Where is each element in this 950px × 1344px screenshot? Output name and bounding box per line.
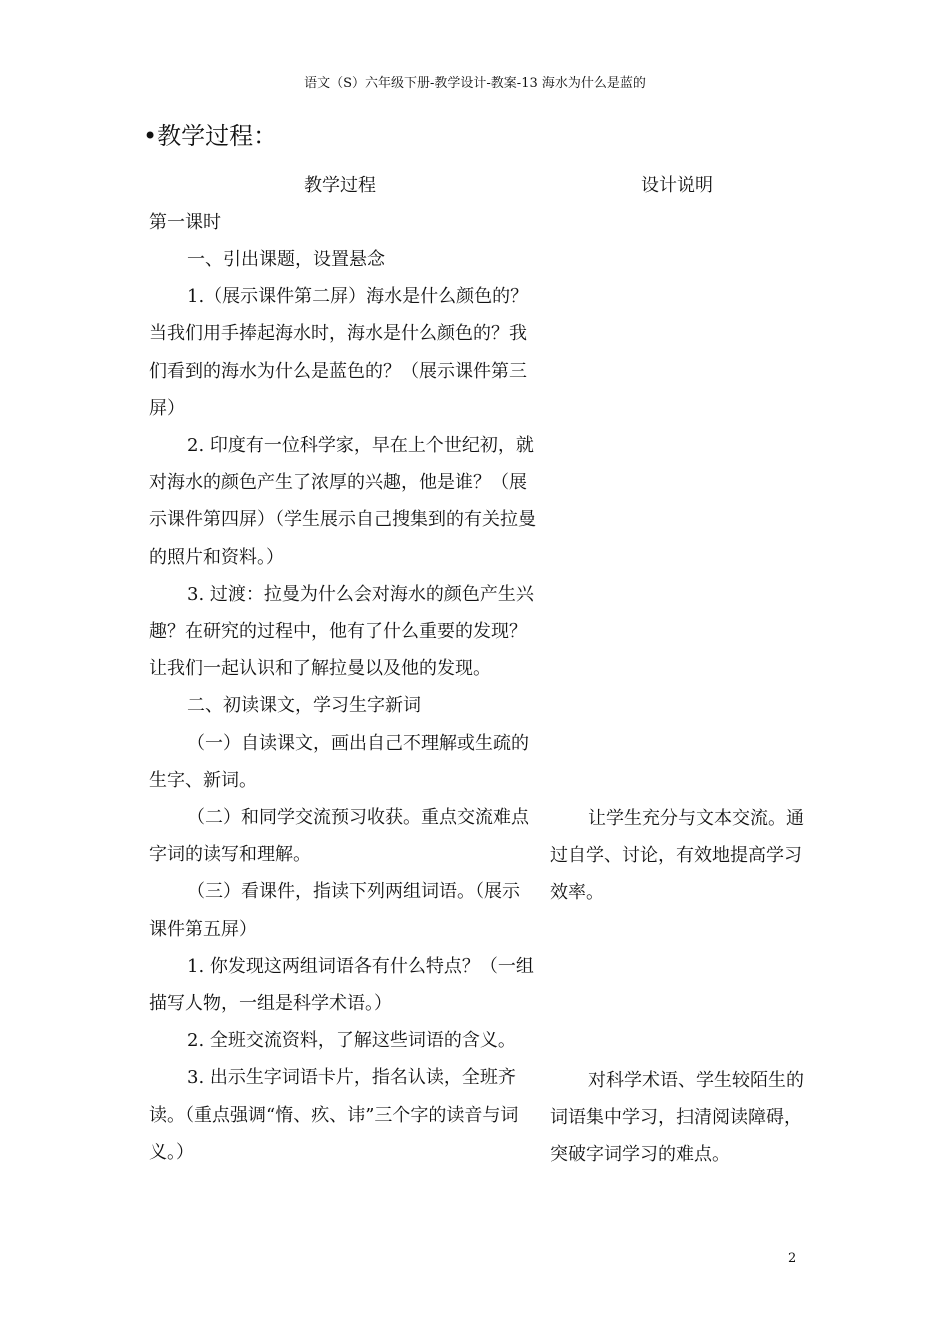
paragraph: 1.（展示课件第二屏）海水是什么颜色的？当我们用手捧起海水时，海水是什么颜色的？我们看到的海水为什么是蓝色的？（展示课件第三屏） — [149, 286, 529, 419]
paragraph: （二）和同学交流预习收获。重点交流难点字词的读写和理解。 — [149, 807, 529, 866]
page-header: 语文（S）六年级下册-教学设计-教案-13 海水为什么是蓝的 — [304, 76, 646, 91]
paragraph: 3. 出示生字词语卡片，指名认读，全班齐读。（重点强调“惰、疚、讳”三个字的读音与词义。） — [149, 1067, 519, 1163]
column-header-process: 教学过程 — [304, 175, 376, 196]
lesson-label — [149, 204, 537, 241]
paragraph: 让学生充分与文本交流。通过自学、讨论，有效地提高学习效率。 — [550, 808, 804, 904]
paragraph: 二、初读课文，学习生字新词 — [187, 695, 421, 717]
paragraph: （三）看课件，指读下列两组词语。（展示课件第五屏） — [149, 881, 520, 940]
paragraph: 2. 印度有一位科学家，早在上个世纪初，就对海水的颜色产生了浓厚的兴趣，他是谁？（展示课件第四屏）（学生展示自己搜集到的有关拉曼的照片和资料。） — [149, 435, 536, 568]
page-number: 2 — [788, 1251, 797, 1266]
paragraph: 对科学术语、学生较陌生的词语集中学习，扫清阅读障碍，突破字词学习的难点。 — [550, 1070, 804, 1166]
design-note-2 — [550, 1062, 810, 1174]
paragraph: （一）自读课文，画出自己不理解或生疏的生字、新词。 — [149, 732, 529, 791]
section-title: •教学过程： — [143, 122, 278, 150]
paragraph: 3. 过渡：拉曼为什么会对海水的颜色产生兴趣？在研究的过程中，他有了什么重要的发现？让我们一起认识和了解拉曼以及他的发现。 — [149, 583, 534, 680]
paragraph: 第一课时 — [149, 212, 221, 233]
paragraph: 1. 你发现这两组词语各有什么特点？（一组描写人物，一组是科学术语。） — [149, 955, 534, 1015]
paragraph: 一、引出课题，设置悬念 — [187, 249, 385, 270]
lesson-body-part-1 — [149, 241, 537, 1171]
paragraph: 2. 全班交流资料，了解这些词语的含义。 — [187, 1030, 516, 1052]
column-header-notes: 设计说明 — [641, 175, 713, 196]
design-note-1 — [550, 800, 810, 912]
